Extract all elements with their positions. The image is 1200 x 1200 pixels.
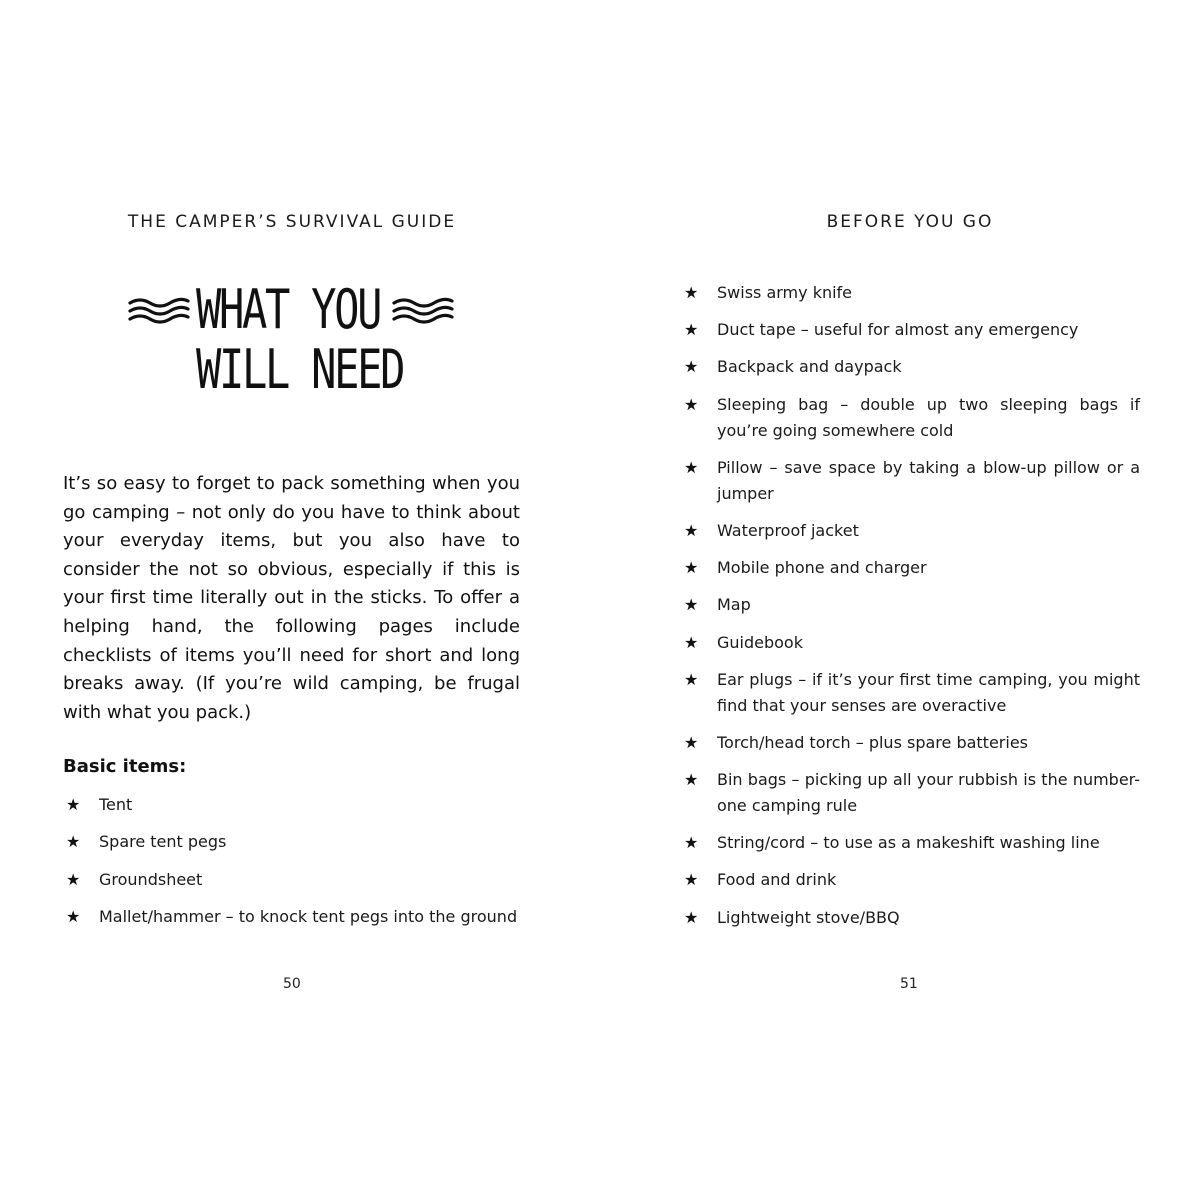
list-item-text: Bin bags – picking up all your rubbish is the number-one camping rule	[717, 770, 1140, 816]
list-item	[684, 518, 1140, 544]
items-list	[684, 280, 1140, 942]
list-item	[684, 317, 1140, 343]
star-icon: ★	[66, 832, 81, 852]
star-icon: ★	[66, 906, 81, 926]
list-item-text: Ear plugs – if it’s your first time camping, you might find that your senses are overactive	[717, 669, 1140, 715]
title-line-1: WHAT YOU	[196, 278, 381, 341]
list-item	[684, 867, 1140, 893]
star-icon: ★	[684, 595, 699, 615]
list-item	[684, 767, 1140, 819]
list-item-text: Torch/head torch – plus spare batteries	[717, 732, 1028, 752]
running-head-right: BEFORE YOU GO	[826, 212, 994, 232]
list-item	[684, 455, 1140, 507]
star-icon: ★	[684, 283, 699, 302]
star-icon: ★	[684, 632, 699, 652]
wave-icon	[128, 296, 190, 326]
list-item-text: Mallet/hammer – to knock tent pegs into the ground	[99, 906, 518, 926]
right-page	[600, 0, 1200, 1200]
star-icon: ★	[684, 558, 699, 578]
list-item-text: Food and drink	[717, 870, 837, 890]
star-icon: ★	[684, 669, 699, 689]
list-item-text: Guidebook	[717, 632, 803, 652]
list-item-text: Duct tape – useful for almost any emergency	[717, 320, 1079, 340]
list-item-text: String/cord – to use as a makeshift washing line	[717, 833, 1100, 853]
star-icon: ★	[684, 457, 699, 477]
list-item	[66, 904, 536, 930]
list-item	[66, 792, 536, 818]
list-item	[684, 392, 1140, 444]
star-icon: ★	[66, 795, 81, 814]
list-item-text: Sleeping bag – double up two sleeping bags if you’re going somewhere cold	[717, 394, 1140, 440]
list-item-text: Tent	[99, 795, 133, 814]
page-number-right: 51	[900, 976, 918, 992]
list-item-text: Waterproof jacket	[717, 520, 859, 540]
list-item-text: Backpack and daypack	[717, 357, 902, 377]
star-icon: ★	[684, 520, 699, 540]
star-icon: ★	[66, 869, 81, 889]
chapter-title-text	[196, 278, 404, 401]
star-icon: ★	[684, 357, 699, 377]
list-item-text: Groundsheet	[99, 869, 203, 889]
list-item-text: Map	[717, 595, 751, 615]
list-item	[684, 905, 1140, 931]
list-item	[684, 555, 1140, 581]
list-item	[684, 830, 1140, 856]
list-item	[66, 829, 536, 855]
list-item	[684, 730, 1140, 756]
list-item	[684, 630, 1140, 656]
list-item	[684, 592, 1140, 618]
star-icon: ★	[684, 732, 699, 752]
list-item	[684, 280, 1140, 306]
chapter-title	[120, 280, 470, 410]
star-icon: ★	[684, 833, 699, 853]
list-item-text: Lightweight stove/BBQ	[717, 907, 900, 927]
list-item	[684, 354, 1140, 380]
list-item-text: Spare tent pegs	[99, 832, 227, 852]
star-icon: ★	[684, 320, 699, 340]
running-head-left: THE CAMPER’S SURVIVAL GUIDE	[127, 212, 457, 232]
list-item-text: Pillow – save space by taking a blow-up pillow or a jumper	[717, 457, 1140, 503]
intro-paragraph: It’s so easy to forget to pack something when you go camping – not only do you have to think about your everyday items, but you also have to consider the not so obvious, especially if this is your first time literally out in the sticks. To offer a helping hand, the following pages include checklists of items you’ll need for short and long breaks away. (If you’re wild camping, be frugal with what you pack.)	[63, 473, 520, 723]
list-item	[66, 867, 536, 893]
star-icon: ★	[684, 907, 699, 927]
page-number-left: 50	[283, 976, 301, 992]
list-item-text: Swiss army knife	[717, 283, 853, 302]
section-heading: Basic items:	[63, 756, 187, 777]
star-icon: ★	[684, 870, 699, 890]
list-item	[684, 667, 1140, 719]
list-item-text: Mobile phone and charger	[717, 558, 927, 578]
wave-icon	[392, 296, 454, 326]
basic-items-list	[66, 792, 536, 941]
title-line-2: WILL NEED	[196, 338, 404, 401]
star-icon: ★	[684, 394, 699, 414]
star-icon: ★	[684, 770, 699, 790]
